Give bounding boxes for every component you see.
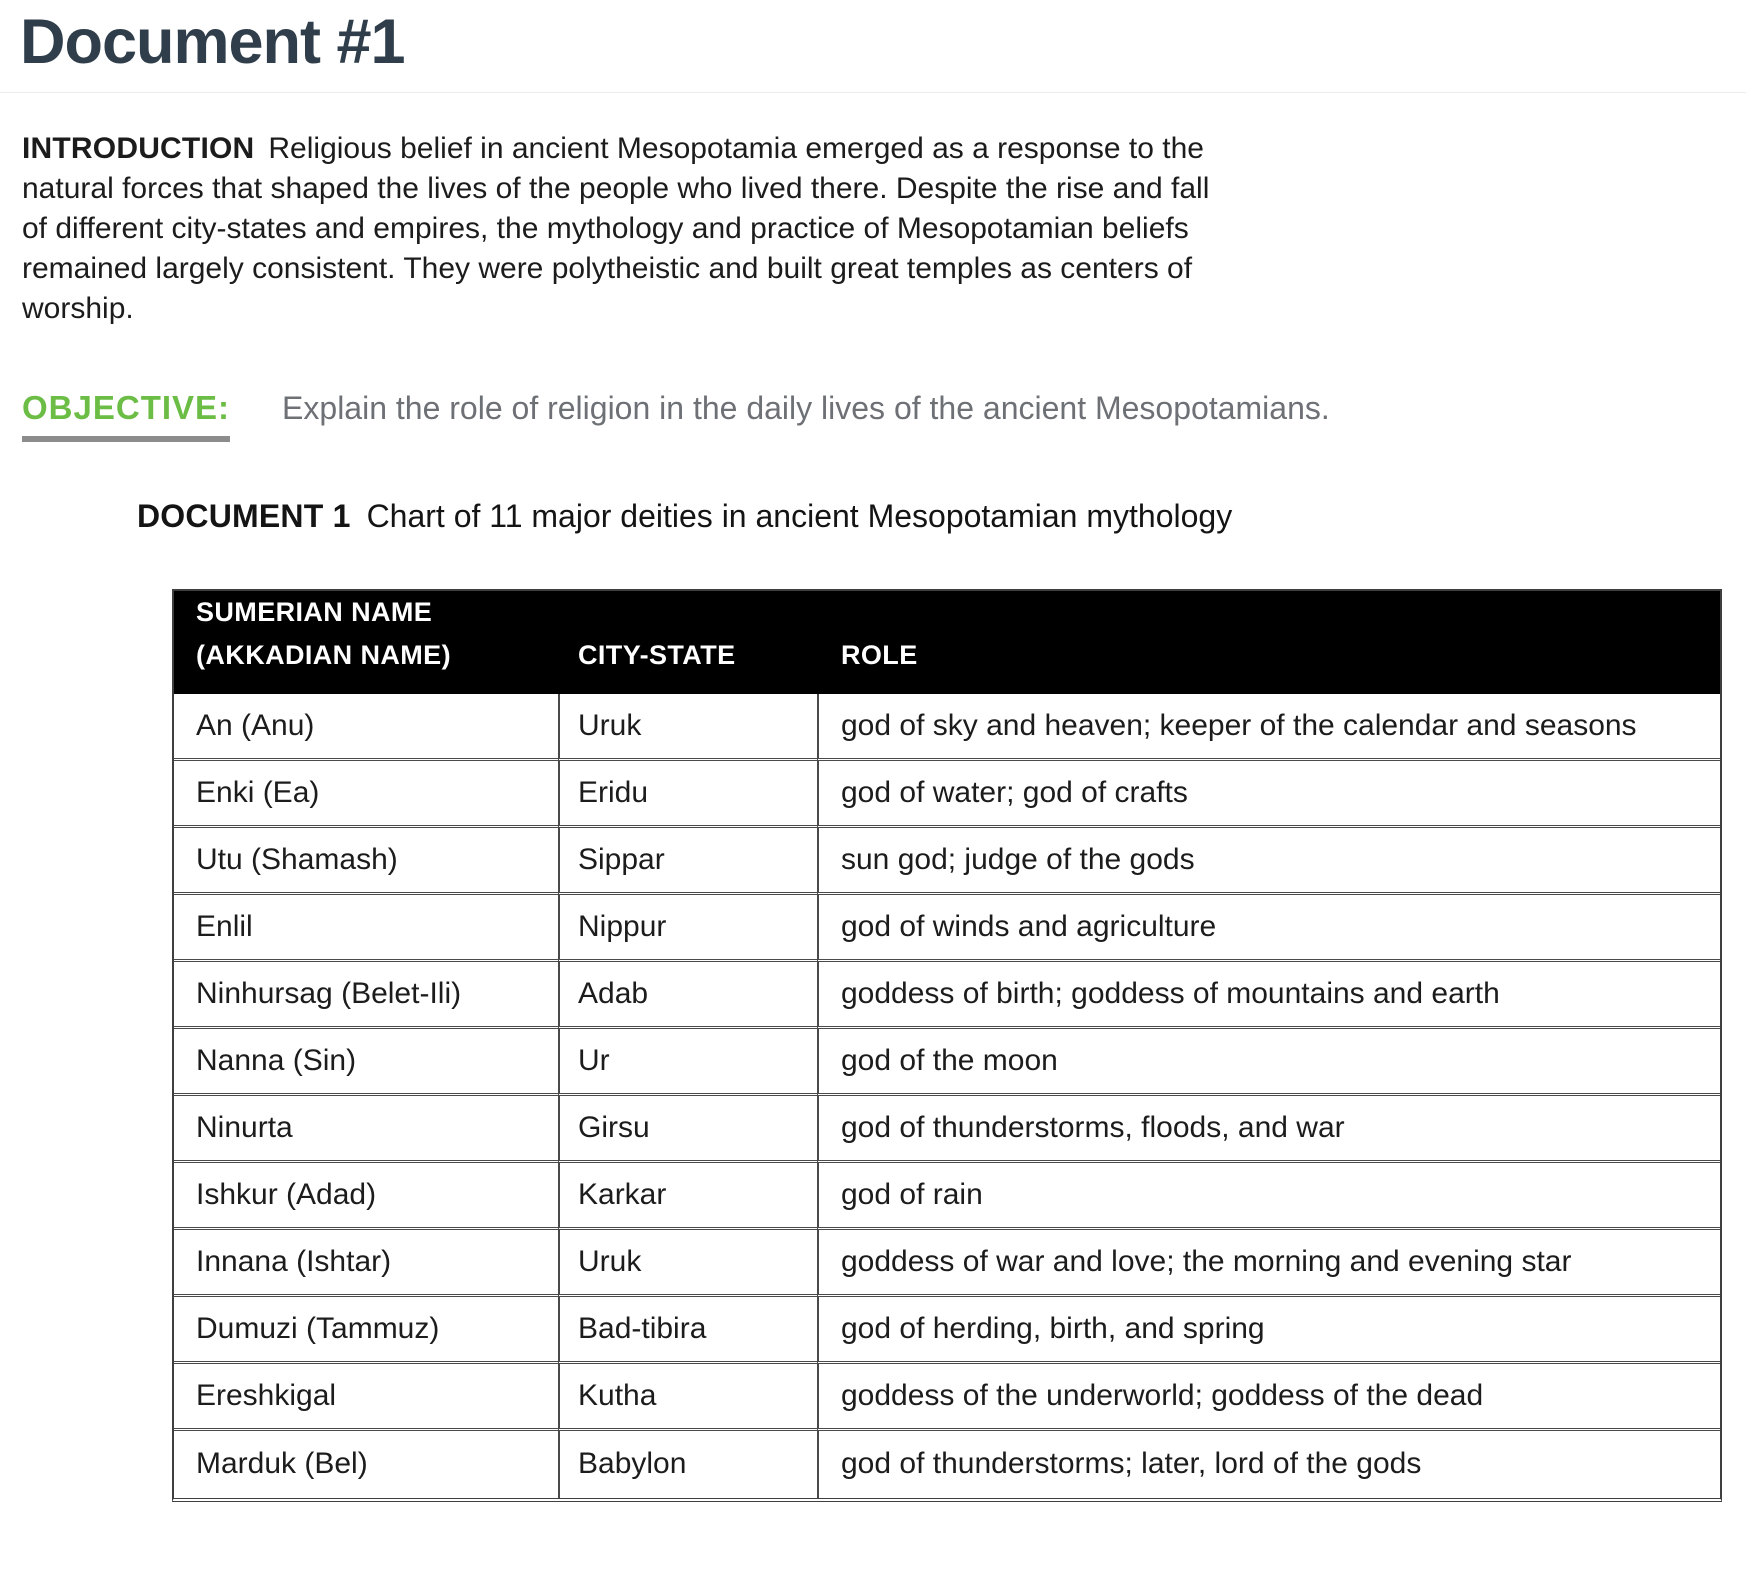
cell-city-state: Bad-tibira: [558, 1297, 817, 1364]
cell-sumerian-name: Dumuzi (Tammuz): [174, 1297, 558, 1364]
cell-city-state: Nippur: [558, 895, 817, 962]
cell-role: god of thunderstorms; later, lord of the gods: [817, 1431, 1720, 1498]
cell-sumerian-name: Ninhursag (Belet-Ili): [174, 962, 558, 1029]
deity-table-header: [174, 591, 1720, 693]
cell-sumerian-name: Ninurta: [174, 1096, 558, 1163]
cell-sumerian-name: Enlil: [174, 895, 558, 962]
cell-city-state: Uruk: [558, 694, 817, 761]
intro-line: of different city-states and empires, the mythology and practice of Mesopotamian beliefs: [22, 212, 1189, 246]
cell-sumerian-name: Enki (Ea): [174, 761, 558, 828]
cell-city-state: Babylon: [558, 1431, 817, 1498]
cell-city-state: Karkar: [558, 1163, 817, 1230]
table-row: [174, 1230, 1720, 1297]
intro-line: Religious belief in ancient Mesopotamia emerged as a response to the: [268, 132, 1204, 166]
document-caption: [137, 498, 1746, 535]
intro-label: INTRODUCTION: [22, 132, 255, 166]
cell-role: god of water; god of crafts: [817, 761, 1720, 828]
cell-role: goddess of birth; goddess of mountains and earth: [817, 962, 1720, 1029]
header-row: [174, 591, 1720, 693]
cell-role: goddess of the underworld; goddess of the dead: [817, 1364, 1720, 1431]
cell-city-state: Uruk: [558, 1230, 817, 1297]
table-row: [174, 694, 1720, 761]
intro-paragraph: [22, 129, 1442, 329]
cell-city-state: Kutha: [558, 1364, 817, 1431]
document-caption-text: Chart of 11 major deities in ancient Mesopotamian mythology: [366, 498, 1233, 535]
header-line: SUMERIAN NAME: [196, 597, 433, 628]
cell-role: sun god; judge of the gods: [817, 828, 1720, 895]
deity-table: [172, 589, 1722, 1501]
title-divider: [0, 92, 1746, 93]
cell-role: god of thunderstorms, floods, and war: [817, 1096, 1720, 1163]
table-row: [174, 761, 1720, 828]
cell-city-state: Adab: [558, 962, 817, 1029]
table-row: [174, 1163, 1720, 1230]
document-caption-label: DOCUMENT 1: [137, 498, 351, 535]
cell-role: goddess of war and love; the morning and evening star: [817, 1230, 1720, 1297]
table-row: [174, 1096, 1720, 1163]
cell-role: god of sky and heaven; keeper of the calendar and seasons: [817, 694, 1720, 761]
table-row: [174, 895, 1720, 962]
table-row: [174, 1431, 1720, 1498]
cell-sumerian-name: Utu (Shamash): [174, 828, 558, 895]
cell-sumerian-name: Nanna (Sin): [174, 1029, 558, 1096]
cell-sumerian-name: Ereshkigal: [174, 1364, 558, 1431]
cell-role: god of the moon: [817, 1029, 1720, 1096]
header-line: (AKKADIAN NAME): [196, 640, 451, 671]
intro-line: worship.: [22, 292, 134, 326]
objective-row: [22, 389, 1746, 442]
cell-city-state: Ur: [558, 1029, 817, 1096]
cell-sumerian-name: Innana (Ishtar): [174, 1230, 558, 1297]
cell-city-state: Eridu: [558, 761, 817, 828]
table-row: [174, 962, 1720, 1029]
intro-line: natural forces that shaped the lives of the people who lived there. Despite the rise and fall: [22, 172, 1210, 206]
intro-line: remained largely consistent. They were polytheistic and built great temples as centers of: [22, 252, 1193, 286]
cell-city-state: Sippar: [558, 828, 817, 895]
cell-sumerian-name: An (Anu): [174, 694, 558, 761]
table-row: [174, 1297, 1720, 1364]
objective-label: OBJECTIVE:: [22, 389, 230, 442]
page-title: Document #1: [20, 7, 405, 77]
cell-sumerian-name: Ishkur (Adad): [174, 1163, 558, 1230]
column-header-sumerian-name: [174, 591, 558, 693]
objective-text: Explain the role of religion in the daily lives of the ancient Mesopotamians.: [282, 390, 1330, 427]
cell-role: god of rain: [817, 1163, 1720, 1230]
cell-role: god of winds and agriculture: [817, 895, 1720, 962]
deity-table-body: [174, 694, 1720, 1498]
column-header-role: ROLE: [817, 591, 1720, 693]
table-row: [174, 1364, 1720, 1431]
cell-role: god of herding, birth, and spring: [817, 1297, 1720, 1364]
table-row: [174, 828, 1720, 895]
column-header-city-state: CITY-STATE: [558, 591, 817, 693]
cell-sumerian-name: Marduk (Bel): [196, 1447, 368, 1481]
cell-city-state: Girsu: [558, 1096, 817, 1163]
table-row: [174, 1029, 1720, 1096]
